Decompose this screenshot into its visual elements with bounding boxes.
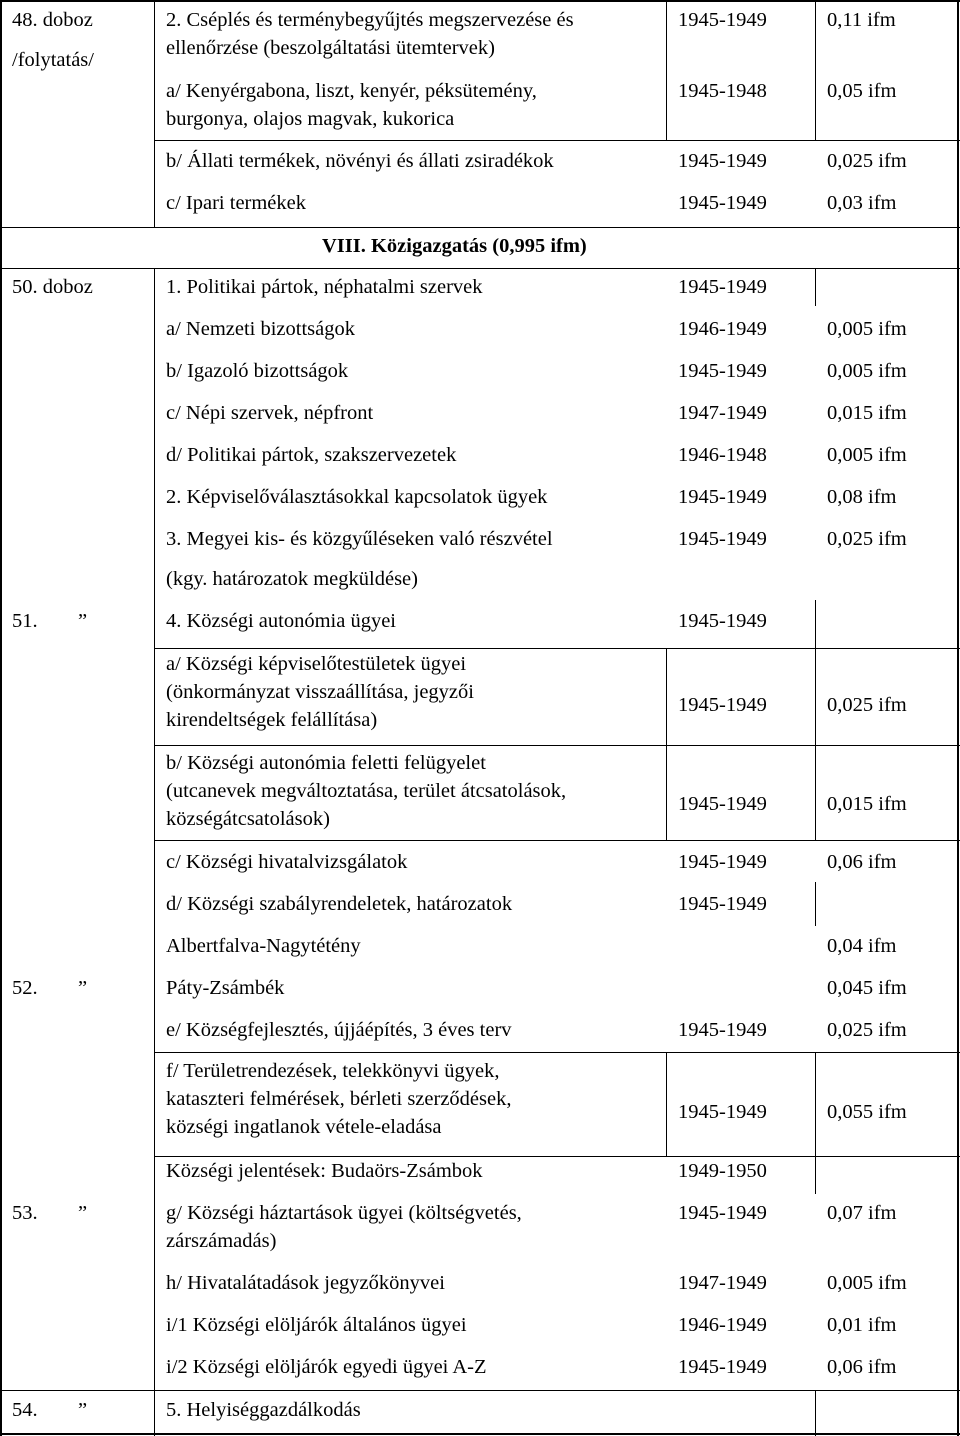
extent-value: 0,025 ifm [827, 1019, 907, 1041]
date-range: 1946-1949 [678, 318, 767, 340]
extent-value: 0,03 ifm [827, 192, 897, 214]
date-range: 1945-1949 [678, 1356, 767, 1378]
box-number: 52. [12, 977, 38, 999]
box-number: 50. doboz [12, 276, 93, 298]
date-range: 1945-1949 [678, 1101, 767, 1123]
extent-value: 0,015 ifm [827, 793, 907, 815]
date-range: 1945-1948 [678, 80, 767, 102]
column-divider-size [815, 268, 816, 306]
date-range: 1947-1949 [678, 402, 767, 424]
date-range: 1945-1949 [678, 1202, 767, 1224]
date-range: 1946-1948 [678, 444, 767, 466]
subseries-title: c/ Községi hivatalvizsgálatok [166, 851, 408, 873]
subseries-title: zárszámadás) [166, 1230, 277, 1252]
subseries-title: f/ Területrendezések, telekkönyvi ügyek, [166, 1060, 500, 1082]
column-divider-size [815, 1390, 816, 1436]
subseries-title: b/ Igazoló bizottságok [166, 360, 349, 382]
row-divider [154, 648, 960, 649]
ditto-mark: ” [78, 977, 88, 999]
extent-value: 0,005 ifm [827, 318, 907, 340]
box-number: 54. [12, 1399, 38, 1421]
subseries-title: a/ Kenyérgabona, liszt, kenyér, péksütemény, [166, 80, 537, 102]
extent-value: 0,055 ifm [827, 1101, 907, 1123]
series-title: 5. Helyiséggazdálkodás [166, 1399, 361, 1421]
subseries-title: h/ Hivatalátadások jegyzőkönyvei [166, 1272, 445, 1294]
column-divider-date [666, 648, 667, 840]
date-range: 1945-1949 [678, 486, 767, 508]
subseries-title: községátcsatolások) [166, 808, 330, 830]
extent-value: 0,05 ifm [827, 80, 897, 102]
ditto-mark: ” [78, 610, 88, 632]
date-range: 1946-1949 [678, 1314, 767, 1336]
row-divider [0, 268, 960, 269]
subseries-title: c/ Ipari termékek [166, 192, 307, 214]
date-range: 1945-1949 [678, 276, 767, 298]
extent-value: 0,06 ifm [827, 851, 897, 873]
table-border-top [0, 0, 960, 2]
row-divider [154, 840, 960, 841]
extent-value: 0,005 ifm [827, 444, 907, 466]
extent-value: 0,01 ifm [827, 1314, 897, 1336]
column-divider-date [666, 0, 667, 140]
box-number: 53. [12, 1202, 38, 1224]
subseries-title: b/ Állati termékek, növényi és állati zsiradékok [166, 150, 554, 172]
date-range: 1945-1949 [678, 360, 767, 382]
subseries-title: e/ Községfejlesztés, újjáépítés, 3 éves terv [166, 1019, 512, 1041]
row-divider [154, 745, 960, 746]
locality-name: Páty-Zsámbék [166, 977, 285, 999]
subseries-title: a/ Községi képviselőtestületek ügyei [166, 653, 467, 675]
row-divider [154, 1156, 960, 1157]
extent-value: 0,015 ifm [827, 402, 907, 424]
date-range: 1945-1949 [678, 528, 767, 550]
date-range: 1945-1949 [678, 1019, 767, 1041]
subseries-title: c/ Népi szervek, népfront [166, 402, 374, 424]
extent-value: 0,005 ifm [827, 360, 907, 382]
extent-value: 0,045 ifm [827, 977, 907, 999]
series-title: 2. Képviselőválasztásokkal kapcsolatok ügyek [166, 486, 548, 508]
subseries-title: kirendeltségek felállítása) [166, 709, 378, 731]
box-number: 51. [12, 610, 38, 632]
column-divider-date [666, 1052, 667, 1156]
row-divider [154, 140, 960, 141]
ditto-mark: ” [78, 1399, 88, 1421]
series-title: ellenőrzése (beszolgáltatási ütemtervek) [166, 37, 495, 59]
extent-value: 0,025 ifm [827, 528, 907, 550]
row-divider [154, 1052, 960, 1053]
extent-value: 0,025 ifm [827, 150, 907, 172]
column-divider-size [815, 0, 816, 140]
subseries-title: Községi jelentések: Budaörs-Zsámbok [166, 1160, 483, 1182]
box-continued-label: /folytatás/ [12, 49, 94, 71]
subseries-title: burgonya, olajos magvak, kukorica [166, 108, 455, 130]
subseries-title: b/ Községi autonómia feletti felügyelet [166, 752, 486, 774]
series-title: 2. Cséplés és terménybegyűjtés megszervezése és [166, 9, 574, 31]
column-divider-size [815, 882, 816, 926]
extent-value: 0,04 ifm [827, 935, 897, 957]
series-title: 4. Községi autonómia ügyei [166, 610, 397, 632]
section-heading: VIII. Közigazgatás (0,995 ifm) [322, 235, 587, 257]
date-range: 1945-1949 [678, 694, 767, 716]
column-divider-size [815, 1156, 816, 1194]
column-divider-box [154, 268, 155, 1436]
date-range: 1945-1949 [678, 9, 767, 31]
table-border-left [0, 0, 2, 1436]
date-range: 1945-1949 [678, 610, 767, 632]
series-title: (kgy. határozatok megküldése) [166, 568, 418, 590]
subseries-title: g/ Községi háztartások ügyei (költségvetés, [166, 1202, 522, 1224]
subseries-title: d/ Községi szabályrendeletek, határozatok [166, 893, 513, 915]
subseries-title: a/ Nemzeti bizottságok [166, 318, 355, 340]
box-number: 48. doboz [12, 9, 93, 31]
date-range: 1945-1949 [678, 893, 767, 915]
subseries-title: községi ingatlanok vétele-eladása [166, 1116, 442, 1138]
subseries-title: kataszteri felmérések, bérleti szerződések, [166, 1088, 512, 1110]
ditto-mark: ” [78, 1202, 88, 1224]
extent-value: 0,11 ifm [827, 9, 896, 31]
row-divider [0, 227, 960, 228]
date-range: 1947-1949 [678, 1272, 767, 1294]
series-title: 3. Megyei kis- és közgyűléseken való részvétel [166, 528, 553, 550]
subseries-title: d/ Politikai pártok, szakszervezetek [166, 444, 457, 466]
date-range: 1945-1949 [678, 793, 767, 815]
subseries-title: (utcanevek megváltoztatása, terület átcsatolások, [166, 780, 567, 802]
date-range: 1945-1949 [678, 851, 767, 873]
subseries-title: i/2 Községi elöljárók egyedi ügyei A-Z [166, 1356, 487, 1378]
locality-name: Albertfalva-Nagytétény [166, 935, 361, 957]
series-title: 1. Politikai pártok, néphatalmi szervek [166, 276, 483, 298]
table-border-right [957, 0, 959, 1436]
subseries-title: i/1 Községi elöljárók általános ügyei [166, 1314, 467, 1336]
extent-value: 0,005 ifm [827, 1272, 907, 1294]
row-divider [0, 1390, 960, 1391]
date-range: 1945-1949 [678, 150, 767, 172]
table-border-bottom [0, 1433, 960, 1435]
subseries-title: (önkormányzat visszaállítása, jegyzői [166, 681, 474, 703]
extent-value: 0,08 ifm [827, 486, 897, 508]
column-divider-box [154, 0, 155, 227]
date-range: 1945-1949 [678, 192, 767, 214]
extent-value: 0,025 ifm [827, 694, 907, 716]
column-divider-size [815, 648, 816, 840]
extent-value: 0,07 ifm [827, 1202, 897, 1224]
column-divider-size [815, 1052, 816, 1156]
column-divider-size [815, 600, 816, 648]
date-range: 1949-1950 [678, 1160, 767, 1182]
extent-value: 0,06 ifm [827, 1356, 897, 1378]
